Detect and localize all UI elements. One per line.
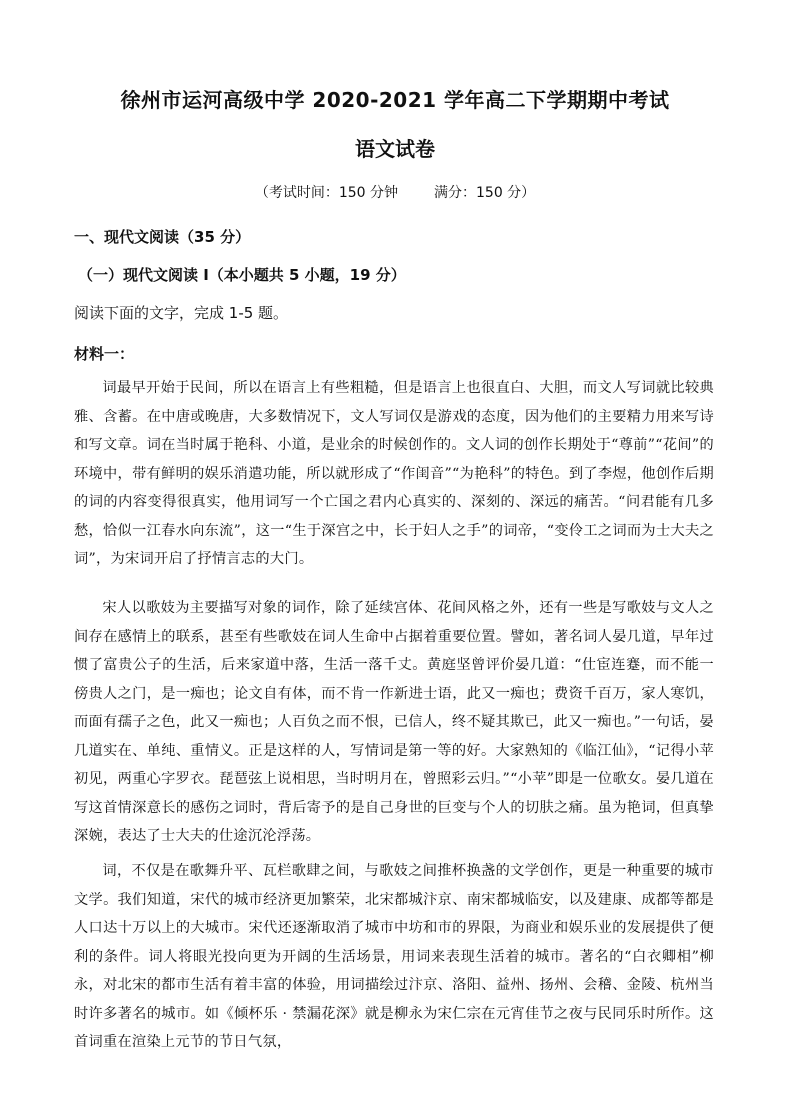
exam-meta [0, 182, 790, 204]
reading-instruction: 阅读下面的文字，完成 1-5 题。 [74, 304, 289, 322]
paragraph-1: 词最早开始于民间，所以在语言上有些粗糙，但是语言上也很直白、大胆，而文人写词就比较典雅、含蓄。在中唐或晚唐，大多数情况下，文人写词仅是游戏的态度，因为他们的主要精力用来写诗和写文章。词在当时属于艳科、小道，是业余的时候创作的。文人词的创作长期处于“尊前”“花间”的环境中，带有鲜明的娱乐消遣功能，所以就形成了“作闺音”“为艳科”的特色。到了李煜，他创作后期的词的内容变得很真实，他用词写一个亡国之君内心真实的、深刻的、深远的痛苦。“问君能有几多愁，恰似一江春水向东流”，这一“生于深宫之中，长于妇人之手”的词帝，“变伶工之词而为士大夫之词”，为宋词开启了抒情言志的大门。 [74, 380, 714, 567]
paragraph-3: 词，不仅是在歌舞升平、瓦栏歌肆之间，与歌妓之间推杯换盏的文学创作，更是一种重要的城市文学。我们知道，宋代的城市经济更加繁荣，北宋都城汴京、南宋都城临安，以及建康、成都等都是人口达十万以上的大城市。宋代还逐渐取消了城市中坊和市的界限，为商业和娱乐业的发展提供了便利的条件。词人将眼光投向更为开阔的生活场景，用词来表现生活着的城市。著名的“白衣卿相”柳永，对北宋的都市生活有着丰富的体验，用词描绘过汴京、洛阳、益州、扬州、会稽、金陵、杭州当时许多著名的城市。如《倾杯乐 · 禁漏花深》就是柳永为宋仁宗在元宵佳节之夜与民同乐时所作。这首词重在渲染上元节的节日气氛， [74, 863, 714, 1050]
section-heading: 一、现代文阅读（35 分） [74, 228, 251, 246]
material-label: 材料一： [74, 345, 135, 363]
paragraph-2: 宋人以歌妓为主要描写对象的词作，除了延续宫体、花间风格之外，还有一些是写歌妓与文人之间存在感情上的联系，甚至有些歌妓在词人生命中占据着重要位置。譬如，著名词人晏几道，早年过惯了富贵公子的生活，后来家道中落，生活一落千丈。黄庭坚曾评价晏几道：“仕宦连蹇，而不能一傍贵人之门，是一痴也；论文自有体，而不肯一作新进士语，此又一痴也；费资千百万，家人寒饥，而面有孺子之色，此又一痴也；人百负之而不恨，已信人，终不疑其欺已，此又一痴也。”一句话，晏几道实在、单纯、重情义。正是这样的人，写情词是第一等的好。大家熟知的《临江仙》，“记得小苹初见，两重心字罗衣。琵琶弦上说相思，当时明月在，曾照彩云归。”“小苹”即是一位歌女。晏几道在写这首情深意长的感伤之词时，背后寄予的是自己身世的巨变与个人的切肤之痛。虽为艳词，但真挚深婉，表达了士大夫的仕途沉沦浮荡。 [74, 600, 714, 844]
exam-subtitle: 语文试卷 [355, 137, 435, 161]
exam-title: 徐州市运河高级中学 2020-2021 学年高二下学期期中考试 [120, 88, 670, 112]
exam-score: 满分：150 分） [434, 185, 536, 201]
exam-time: （考试时间：150 分钟 [254, 185, 398, 201]
subsection-heading: （一）现代文阅读 I（本小题共 5 小题，19 分） [78, 266, 406, 284]
